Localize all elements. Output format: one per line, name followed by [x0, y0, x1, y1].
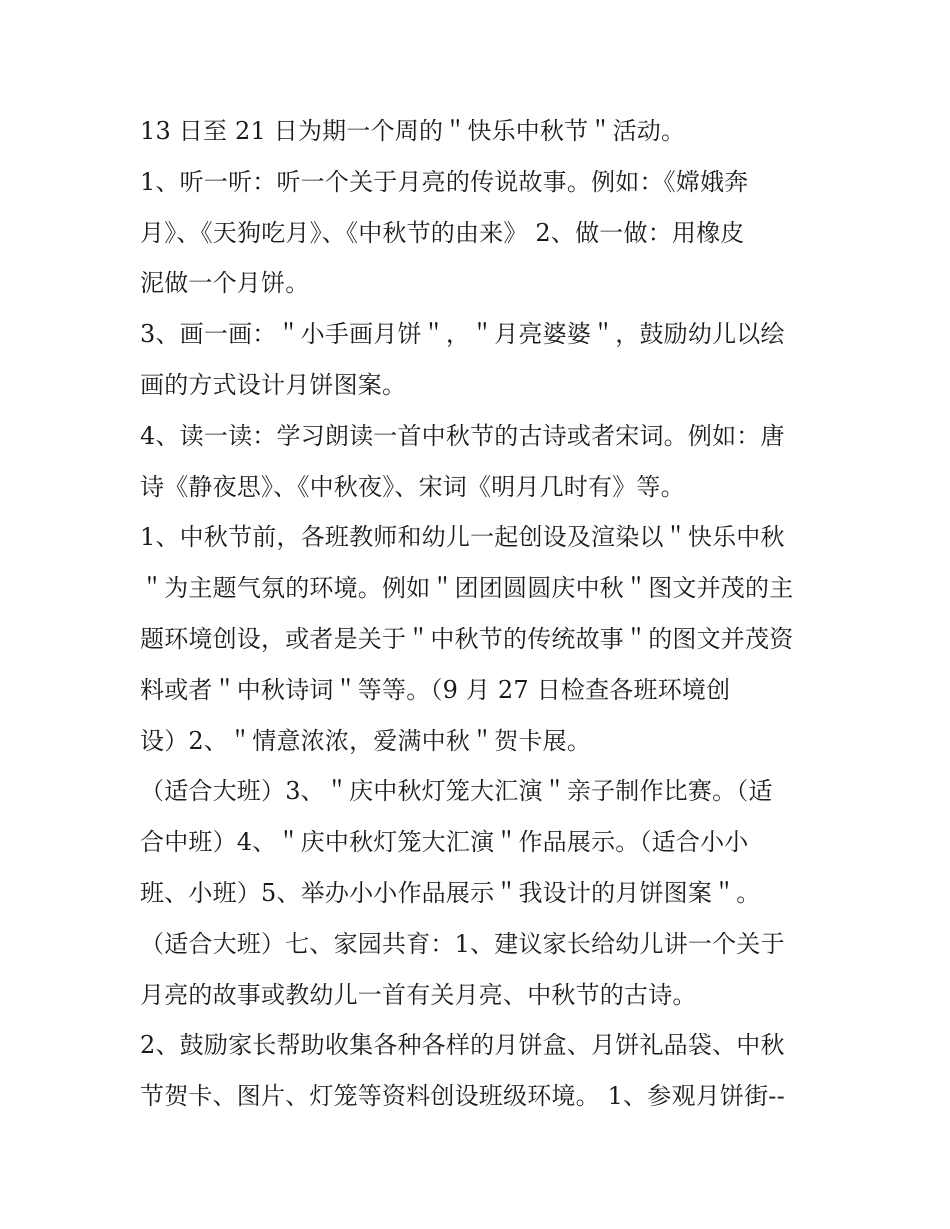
text-line: 4、读一读：学习朗读一首中秋节的古诗或者宋词。例如：唐: [140, 421, 785, 450]
text-line: 2、鼓励家长帮助收集各种各样的月饼盒、月饼礼品袋、中秋: [140, 1031, 785, 1060]
text-line: 班、小班）5、举办小小作品展示＂我设计的月饼图案＂。: [140, 878, 761, 907]
text-line: 13 日至 21 日为期一个周的＂快乐中秋节＂活动。: [140, 117, 686, 145]
text-line: 料或者＂中秋诗词＂等等。（9 月 27 日检查各班环境创: [140, 675, 731, 704]
text-line: 设）2、＂情意浓浓，爱满中秋＂贺卡展。: [140, 726, 592, 755]
text-line: 合中班）4、＂庆中秋灯笼大汇演＂作品展示。（适合小小: [140, 828, 749, 857]
text-line: 1、中秋节前，各班教师和幼儿一起创设及渲染以＂快乐中秋: [140, 523, 785, 552]
text-line: （适合大班）七、家园共育：1、建议家长给幼儿讲一个关于: [140, 929, 785, 958]
text-line: 月亮的故事或教幼儿一首有关月亮、中秋节的古诗。: [140, 980, 697, 1009]
text-line: 1、听一听：听一个关于月亮的传说故事。例如：《嫦娥奔: [140, 167, 749, 196]
document-body: [140, 106, 830, 1122]
text-line: 题环境创设，或者是关于＂中秋节的传统故事＂的图文并茂资: [140, 624, 794, 653]
text-line: 泥做一个月饼。: [140, 269, 310, 298]
text-line: （适合大班）3、＂庆中秋灯笼大汇演＂亲子制作比赛。（适: [140, 777, 773, 806]
text-line: 月》、《天狗吃月》、《中秋节的由来》 2、做一做：用橡皮: [140, 218, 745, 247]
text-line: 节贺卡、图片、灯笼等资料创设班级环境。 1、参观月饼街--: [140, 1082, 785, 1111]
text-line: 画的方式设计月饼图案。: [140, 370, 407, 399]
text-line: 诗《静夜思》、《中秋夜》、宋词《明月几时有》等。: [140, 472, 685, 501]
text-line: 3、画一画：＂小手画月饼＂，＂月亮婆婆＂，鼓励幼儿以绘: [140, 320, 785, 349]
text-line: ＂为主题气氛的环境。例如＂团团圆圆庆中秋＂图文并茂的主: [140, 574, 794, 603]
